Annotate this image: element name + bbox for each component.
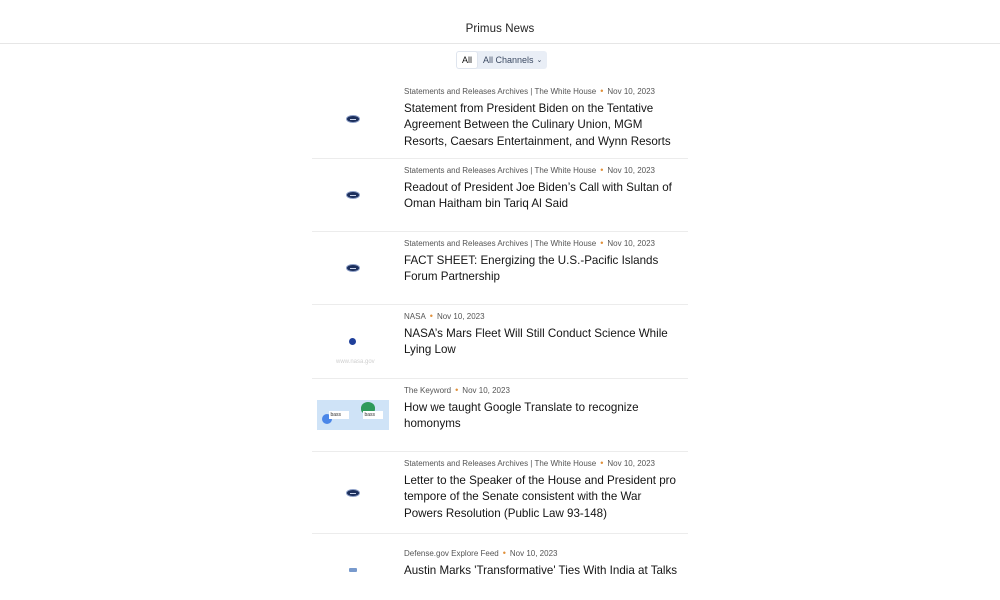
article-thumbnail — [316, 478, 389, 508]
article-item[interactable] — [312, 452, 688, 534]
separator-dot-icon: • — [429, 311, 433, 321]
article-source: The Keyword — [404, 386, 452, 395]
article-date: Nov 10, 2023 — [607, 166, 655, 175]
article-date: Nov 10, 2023 — [607, 459, 655, 468]
article-thumbnail — [316, 253, 389, 283]
article-date: Nov 10, 2023 — [607, 87, 655, 96]
separator-dot-icon: • — [600, 458, 604, 468]
nasa-logo-icon — [349, 338, 356, 345]
article-date: Nov 10, 2023 — [462, 386, 510, 395]
separator-dot-icon: • — [600, 86, 604, 96]
article-meta — [404, 311, 680, 322]
article-meta — [404, 385, 680, 396]
filter-bar — [456, 51, 547, 69]
filter-all-button[interactable]: All — [456, 51, 478, 69]
article-meta — [404, 165, 680, 176]
article-source: Defense.gov Explore Feed — [404, 549, 499, 558]
article-thumbnail — [316, 400, 389, 430]
white-house-seal-icon — [346, 264, 360, 272]
article-source: Statements and Releases Archives | The White House — [404, 166, 597, 175]
article-date: Nov 10, 2023 — [509, 549, 558, 558]
article-meta — [404, 86, 680, 97]
article-meta — [404, 548, 680, 559]
article-item[interactable] — [312, 305, 688, 379]
thumbnail-watermark: www.nasa.gov — [336, 358, 375, 365]
article-title[interactable]: Readout of President Joe Biden’s Call with Sultan of Oman Haitham bin Tariq Al Said — [404, 181, 672, 211]
article-item[interactable] — [312, 534, 688, 594]
app-header — [0, 0, 1000, 44]
article-title[interactable]: Statement from President Biden on the Tentative Agreement Between the Culinary Union, MGM Resorts, Caesars Entertainment, and Wynn Resorts — [404, 102, 671, 148]
article-title[interactable]: Austin Marks 'Transformative' Ties With India at Talks — [404, 564, 678, 577]
dod-logo-icon — [349, 568, 357, 572]
article-title[interactable]: FACT SHEET: Energizing the U.S.-Pacific Islands Forum Partnership — [404, 254, 659, 284]
thumbnail-word: bass — [329, 411, 349, 419]
article-title[interactable]: NASA’s Mars Fleet Will Still Conduct Science While Lying Low — [404, 327, 668, 357]
white-house-seal-icon — [346, 115, 360, 123]
article-thumbnail — [316, 104, 389, 134]
app-title: Primus News — [465, 23, 535, 35]
article-item[interactable] — [312, 232, 688, 305]
separator-dot-icon: • — [502, 548, 506, 558]
separator-dot-icon: • — [455, 385, 459, 395]
translate-illustration — [317, 400, 389, 430]
article-source: Statements and Releases Archives | The White House — [404, 459, 597, 468]
article-source: NASA — [404, 312, 426, 321]
article-date: Nov 10, 2023 — [436, 312, 485, 321]
article-meta — [404, 238, 680, 249]
article-source: Statements and Releases Archives | The White House — [404, 87, 597, 96]
separator-dot-icon: • — [600, 165, 604, 175]
article-thumbnail — [316, 327, 389, 365]
article-list — [312, 80, 688, 594]
channel-select-label: All Channels — [483, 55, 534, 65]
article-title[interactable]: How we taught Google Translate to recognize homonyms — [404, 401, 639, 431]
chevron-down-icon: ⌄ — [536, 57, 543, 64]
white-house-seal-icon — [346, 489, 360, 497]
white-house-seal-icon — [346, 191, 360, 199]
separator-dot-icon: • — [600, 238, 604, 248]
article-date: Nov 10, 2023 — [607, 239, 655, 248]
article-title[interactable]: Letter to the Speaker of the House and President pro tempore of the Senate consistent with the War Powers Resolution (Public Law 93-148) — [404, 474, 676, 520]
article-item[interactable] — [312, 379, 688, 452]
article-meta — [404, 458, 680, 469]
article-thumbnail — [316, 180, 389, 210]
thumbnail-word: bass — [363, 411, 383, 419]
article-item[interactable] — [312, 159, 688, 232]
article-item[interactable] — [312, 80, 688, 159]
channel-select[interactable] — [478, 51, 547, 69]
article-thumbnail — [316, 555, 389, 585]
article-source: Statements and Releases Archives | The White House — [404, 239, 597, 248]
